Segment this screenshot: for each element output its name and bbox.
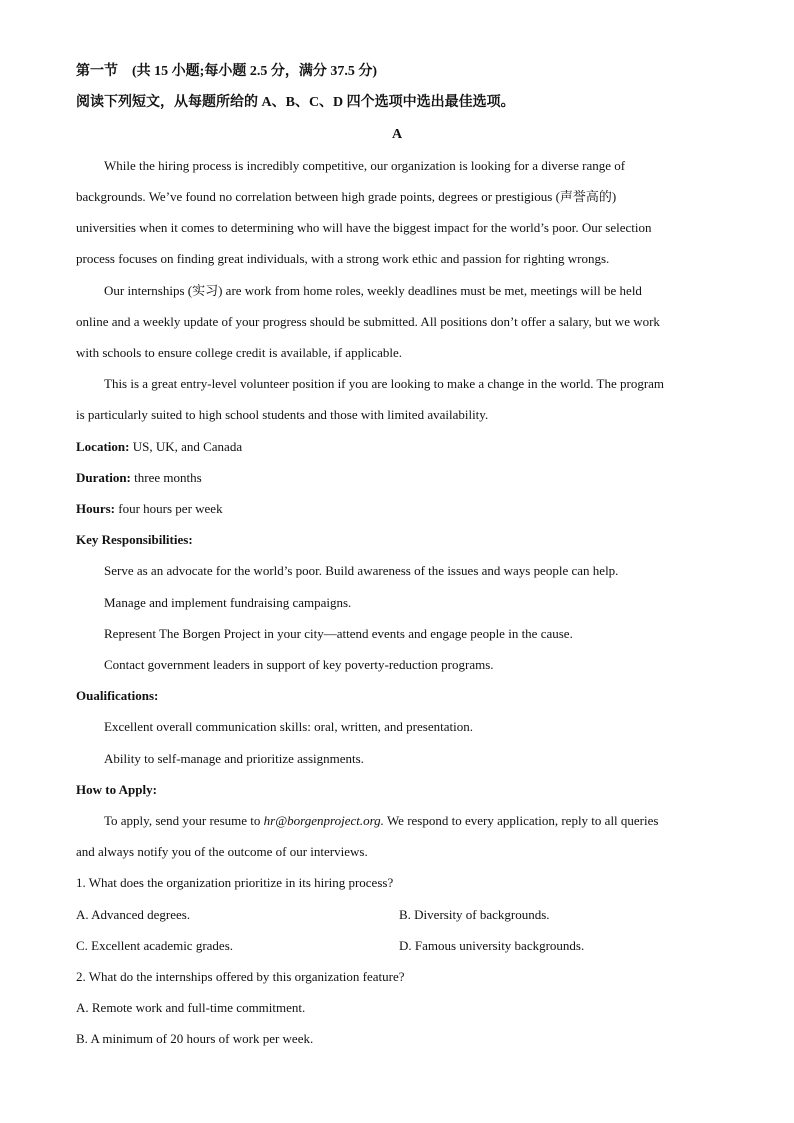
paragraph-2-line: online and a weekly update of your progress should be submitted. All positions don’t offer a salary, but we work (76, 314, 660, 329)
question-2-option-a: A. Remote work and full-time commitment. (76, 1000, 306, 1015)
question-2-option-b: B. A minimum of 20 hours of work per week. (76, 1031, 314, 1046)
paragraph-1-line: process focuses on finding great individuals, with a strong work ethic and passion for righting wrongs. (76, 251, 610, 266)
duration-row (76, 469, 202, 487)
apply-line-2: and always notify you of the outcome of our interviews. (76, 844, 368, 859)
location-value: US, UK, and Canada (129, 439, 243, 454)
hours-label: Hours: (76, 501, 115, 516)
apply-line (104, 812, 658, 830)
qualifications-heading: Oualifications: (76, 688, 159, 703)
location-row (76, 438, 242, 456)
hours-value: four hours per week (115, 501, 223, 516)
section-heading: 第一节 (共 15 小题;每小题 2.5 分，满分 37.5 分) (76, 64, 377, 79)
apply-text-end: We respond to every application, reply to all queries (383, 813, 659, 828)
responsibility-item: Represent The Borgen Project in your city—attend events and engage people in the cause. (104, 626, 573, 641)
question-1-stem: 1. What does the organization prioritize in its hiring process? (76, 875, 394, 890)
question-2-stem: 2. What do the internships offered by this organization feature? (76, 969, 405, 984)
responsibility-item: Manage and implement fundraising campaigns. (104, 595, 352, 610)
question-1-option-a: A. Advanced degrees. (76, 907, 191, 922)
responsibility-item: Contact government leaders in support of key poverty-reduction programs. (104, 657, 494, 672)
instruction-text: 阅读下列短文，从每题所给的 A、B、C、D 四个选项中选出最佳选项。 (76, 95, 515, 110)
responsibility-item: Serve as an advocate for the world’s poor. Build awareness of the issues and ways people can help. (104, 563, 619, 578)
paragraph-3-line: This is a great entry-level volunteer position if you are looking to make a change in the world. The program (104, 376, 665, 391)
passage-label: A (391, 127, 403, 142)
duration-value: three months (130, 470, 202, 485)
question-1-option-b: B. Diversity of backgrounds. (399, 907, 550, 922)
apply-email: hr@borgenproject.org. (263, 813, 384, 828)
hours-row (76, 500, 223, 518)
location-label: Location: (76, 439, 130, 454)
responsibilities-heading: Key Responsibilities: (76, 532, 193, 547)
paragraph-2-line: with schools to ensure college credit is available, if applicable. (76, 345, 402, 360)
how-to-apply-heading: How to Apply: (76, 782, 157, 797)
qualification-item: Excellent overall communication skills: oral, written, and presentation. (104, 719, 473, 734)
qualification-item: Ability to self-manage and prioritize assignments. (104, 751, 364, 766)
apply-text: To apply, send your resume to (104, 813, 264, 828)
question-1-option-d: D. Famous university backgrounds. (399, 938, 585, 953)
duration-label: Duration: (76, 470, 131, 485)
paragraph-1-line: While the hiring process is incredibly competitive, our organization is looking for a diverse range of (104, 158, 626, 173)
paragraph-3-line: is particularly suited to high school students and those with limited availability. (76, 407, 489, 422)
paragraph-2-line: Our internships (实习) are work from home roles, weekly deadlines must be met, meetings will be held (104, 283, 642, 298)
paragraph-1-line: backgrounds. We’ve found no correlation between high grade points, degrees or prestigious (声誉高的) (76, 189, 617, 204)
question-1-option-c: C. Excellent academic grades. (76, 938, 234, 953)
paragraph-1-line: universities when it comes to determining who will have the biggest impact for the world’s poor. Our selection (76, 220, 652, 235)
